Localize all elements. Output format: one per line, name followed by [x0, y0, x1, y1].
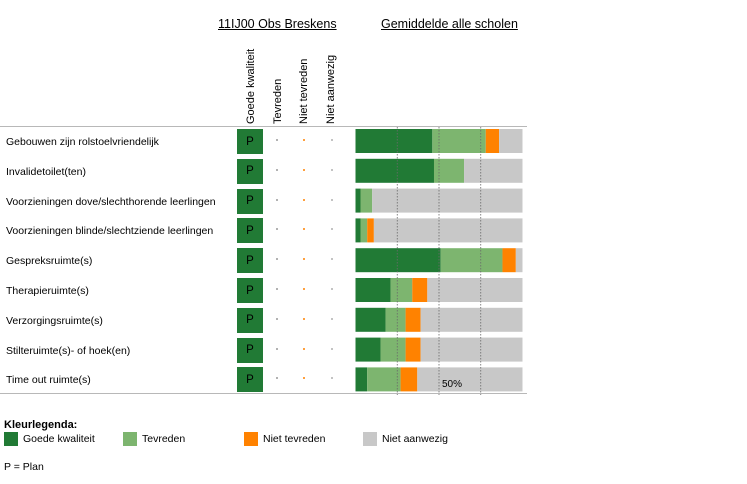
plan-marker	[237, 278, 263, 303]
empty-cell-dot	[276, 199, 278, 201]
empty-cell-dot	[331, 228, 333, 230]
bar-segment	[374, 218, 523, 242]
column-header-niet-aanwezig: Niet aanwezig	[325, 54, 337, 124]
empty-cell-dot	[276, 258, 278, 260]
plan-marker-label: P	[246, 254, 254, 267]
bar-segment	[421, 338, 523, 362]
empty-cell-dot	[331, 377, 333, 379]
bar-segment	[391, 278, 413, 302]
table-row	[0, 336, 350, 366]
empty-cell-dot	[303, 258, 305, 260]
empty-cell-dot	[276, 377, 278, 379]
plan-marker	[237, 338, 263, 363]
legend-swatch-niet-aanwezig	[363, 432, 377, 446]
row-label: Verzorgingsruimte(s)	[6, 314, 103, 327]
empty-cell-dot	[276, 318, 278, 320]
empty-cell-dot	[331, 288, 333, 290]
row-label: Gebouwen zijn rolstoelvriendelijk	[6, 136, 159, 148]
empty-cell-dot	[276, 228, 278, 230]
empty-cell-dot	[331, 139, 333, 141]
legend-label: Goede kwaliteit	[23, 433, 95, 445]
bar-segment	[406, 338, 421, 362]
row-label: Stilteruimte(s)- of hoek(en)	[6, 344, 131, 357]
bar-segment	[417, 367, 522, 391]
plan-marker	[237, 129, 263, 154]
bar-segment	[499, 129, 522, 153]
plan-marker	[237, 218, 263, 243]
bar-segment	[356, 189, 361, 213]
bar-segment	[356, 338, 381, 362]
bar-segment	[464, 159, 522, 183]
plan-footnote: P = Plan	[4, 461, 44, 473]
facility-table	[0, 127, 360, 395]
legend-label: Tevreden	[142, 433, 186, 445]
plan-marker	[237, 248, 263, 273]
empty-cell-dot	[303, 228, 305, 230]
empty-cell-dot	[303, 169, 305, 171]
empty-cell-dot	[303, 199, 305, 201]
empty-cell-dot	[331, 258, 333, 260]
plan-marker	[237, 308, 263, 333]
column-header-tevreden: Tevreden	[272, 78, 284, 124]
plan-marker-label: P	[246, 195, 254, 208]
plan-marker-label: P	[246, 373, 254, 386]
column-header-goede-kwaliteit: Goede kwaliteit	[245, 48, 257, 124]
legend-swatch-tevreden	[123, 432, 137, 446]
bar-segment	[386, 308, 406, 332]
table-row	[0, 365, 350, 395]
plan-marker	[237, 367, 263, 392]
bar-segment	[434, 159, 464, 183]
bar-segment	[367, 218, 374, 242]
bar-segment	[372, 189, 522, 213]
table-row	[0, 276, 350, 306]
column-header-niet-tevreden: Niet tevreden	[298, 58, 310, 124]
empty-cell-dot	[331, 169, 333, 171]
plan-marker-label: P	[246, 165, 254, 178]
legend-swatch-niet-tevreden	[244, 432, 258, 446]
plan-marker-label: P	[246, 224, 254, 237]
table-row	[0, 187, 350, 217]
table-row	[0, 127, 350, 157]
bar-segment	[356, 308, 386, 332]
empty-cell-dot	[303, 348, 305, 350]
bar-segment	[356, 159, 434, 183]
bar-segment	[356, 367, 368, 391]
bar-segment	[356, 129, 433, 153]
legend-label: Niet aanwezig	[382, 433, 448, 445]
bar-segment	[381, 338, 406, 362]
empty-cell-dot	[303, 377, 305, 379]
empty-cell-dot	[276, 348, 278, 350]
legend-title: Kleurlegenda:	[4, 419, 78, 431]
row-label: Time out ruimte(s)	[6, 374, 91, 387]
bar-segment	[356, 218, 361, 242]
empty-cell-dot	[303, 139, 305, 141]
reference-annotation: 50%	[442, 379, 463, 390]
row-label: Gespreksruimte(s)	[6, 255, 93, 268]
bar-segment	[412, 278, 427, 302]
row-label: Therapieruimte(s)	[6, 285, 89, 297]
bar-segment	[356, 248, 441, 272]
row-label: Voorzieningen dove/slechthorende leerlingen	[6, 195, 216, 208]
bar-segment	[486, 129, 499, 153]
bar-segment	[427, 278, 522, 302]
legend-label: Niet tevreden	[263, 433, 326, 445]
bar-segment	[421, 308, 523, 332]
legend-swatch-goede-kwaliteit	[4, 432, 18, 446]
empty-cell-dot	[303, 318, 305, 320]
empty-cell-dot	[303, 288, 305, 290]
bar-segment	[401, 367, 418, 391]
plan-marker-label: P	[246, 135, 254, 148]
empty-cell-dot	[331, 318, 333, 320]
bar-segment	[432, 129, 485, 153]
table-row	[0, 216, 350, 246]
table-row	[0, 246, 350, 276]
empty-cell-dot	[276, 139, 278, 141]
school-title: 11IJ00 Obs Breskens	[218, 17, 337, 31]
plan-marker	[237, 159, 263, 184]
empty-cell-dot	[331, 199, 333, 201]
plan-marker-label: P	[246, 284, 254, 297]
row-label: Voorzieningen blinde/slechtziende leerlingen	[6, 225, 214, 238]
empty-cell-dot	[276, 288, 278, 290]
average-title: Gemiddelde alle scholen	[381, 17, 518, 31]
table-row	[0, 306, 350, 336]
bar-segment	[406, 308, 421, 332]
bar-segment	[356, 278, 391, 302]
plan-marker-label: P	[246, 344, 254, 357]
bar-segment	[361, 189, 373, 213]
bar-segment	[367, 367, 400, 391]
average-stacked-bar-chart	[355, 127, 525, 395]
bar-segment	[502, 248, 515, 272]
empty-cell-dot	[331, 348, 333, 350]
plan-marker	[237, 189, 263, 214]
bar-segment	[361, 218, 368, 242]
table-row	[0, 157, 350, 187]
empty-cell-dot	[276, 169, 278, 171]
row-label: Invalidetoilet(ten)	[6, 165, 86, 178]
plan-marker-label: P	[246, 314, 254, 327]
bar-segment	[516, 248, 523, 272]
bar-segment	[441, 248, 503, 272]
